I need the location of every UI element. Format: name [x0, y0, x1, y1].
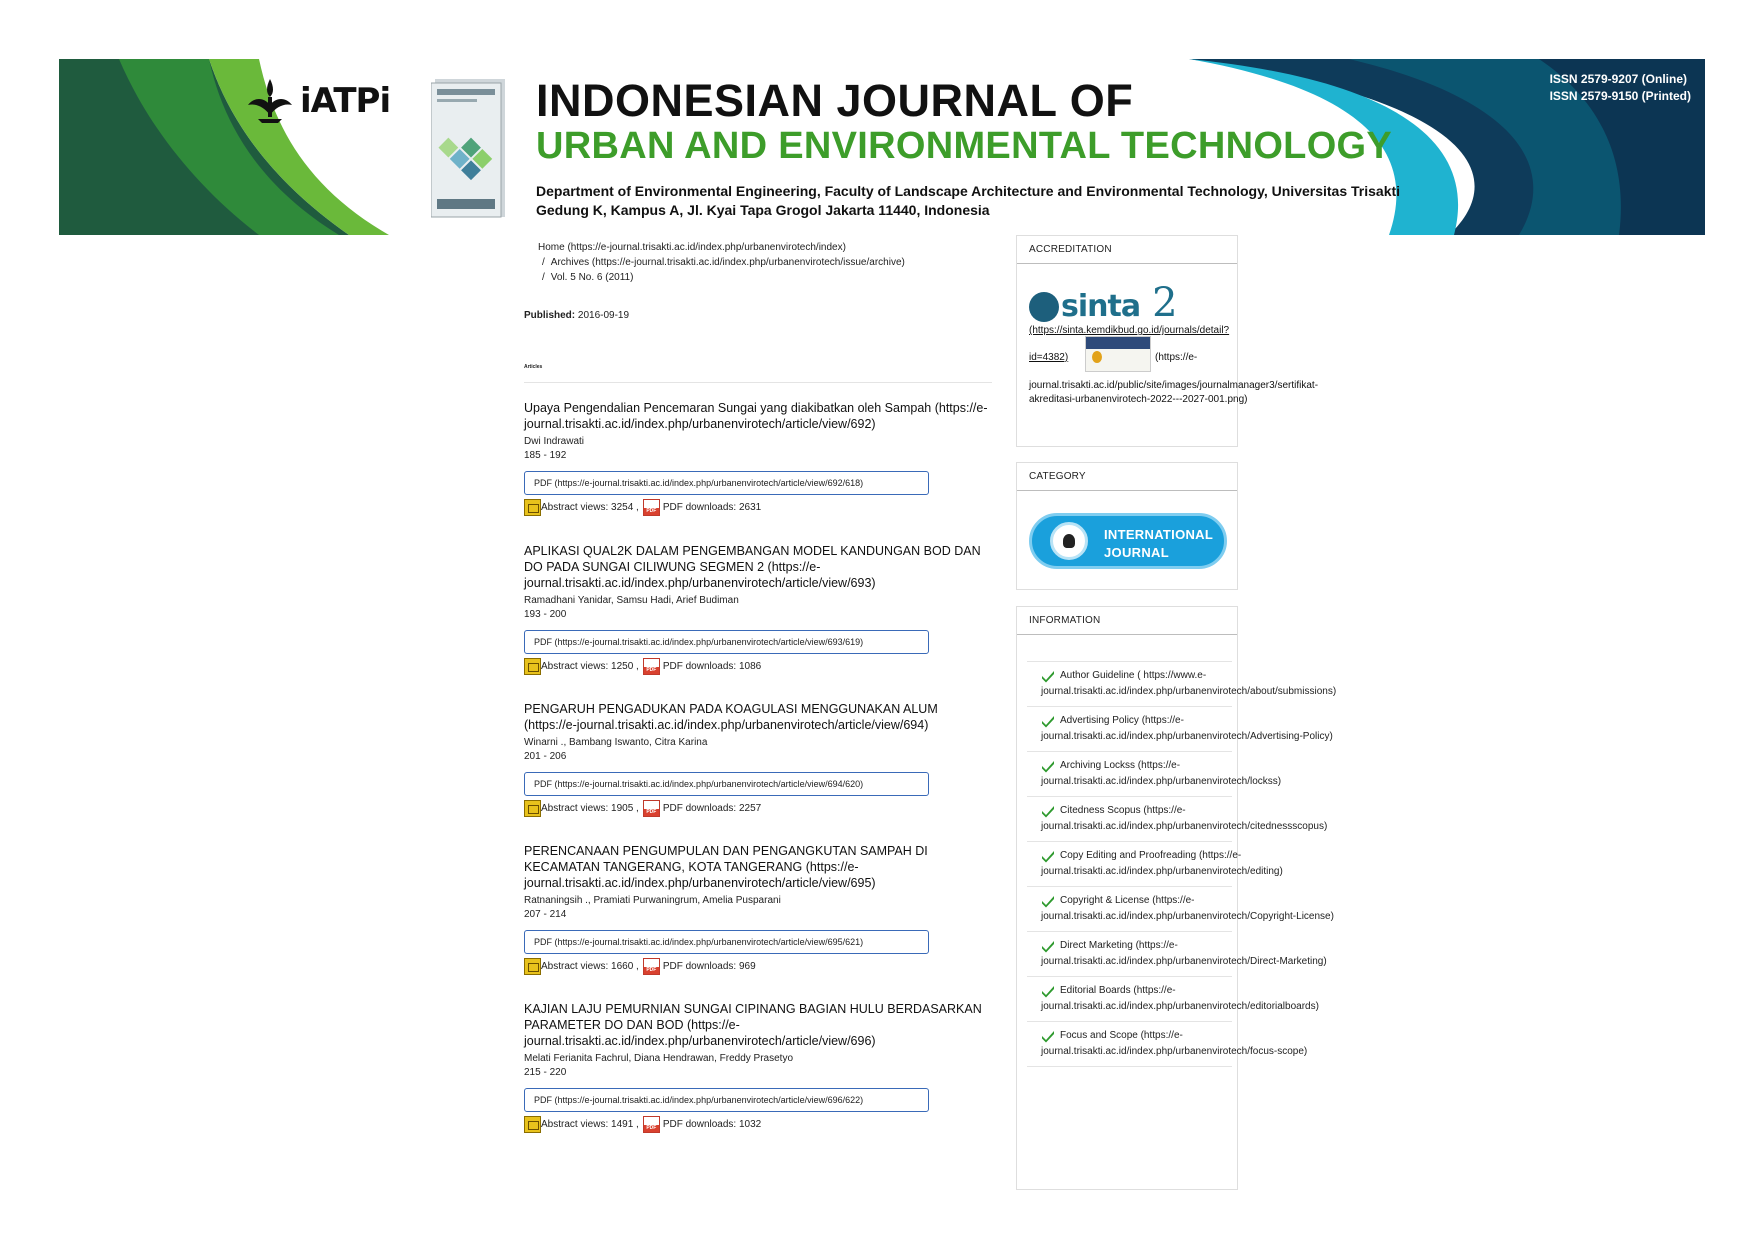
published-label: Published: — [524, 310, 576, 321]
sinta-link-id[interactable]: id=4382) — [1029, 352, 1069, 363]
information-link[interactable]: Copy Editing and Proofreading (https://e-journal.trisakti.ac.id/index.php/urbanenvirotech/editing) — [1041, 850, 1283, 877]
checkmark-icon — [1041, 894, 1055, 908]
section-divider — [524, 382, 992, 383]
badge-line2: JOURNAL — [1104, 545, 1169, 560]
information-link[interactable]: Focus and Scope (https://e-journal.trisakti.ac.id/index.php/urbanenvirotech/focus-scope) — [1041, 1030, 1308, 1057]
article-title-link[interactable]: Upaya Pengendalian Pencemaran Sungai yang diakibatkan oleh Sampah (https://e-journal.trisakti.ac.id/index.php/urbanenvirotech/article/view/692) — [524, 401, 988, 431]
article-title-link[interactable]: APLIKASI QUAL2K DALAM PENGEMBANGAN MODEL KANDUNGAN BOD DAN DO PADA SUNGAI CILIWUNG SEGMEN 2 (https://e-journal.trisakti.ac.id/index.php/urbanenvirotech/article/view/693) — [524, 544, 981, 590]
sinta-globe-icon — [1029, 292, 1059, 322]
breadcrumb-home-link[interactable]: Home (https://e-journal.trisakti.ac.id/index.php/urbanenvirotech/index) — [538, 242, 846, 253]
checkmark-icon — [1041, 984, 1055, 998]
abstract-views: Abstract views: 1660 , — [541, 960, 639, 972]
article-pages: 185 - 192 — [524, 450, 567, 461]
pdf-galley-button[interactable]: PDF (https://e-journal.trisakti.ac.id/index.php/urbanenvirotech/article/view/695/621) — [524, 930, 929, 954]
information-link[interactable]: Citedness Scopus (https://e-journal.trisakti.ac.id/index.php/urbanenvirotech/citednessscopus) — [1041, 805, 1328, 832]
issn-info — [1550, 71, 1691, 105]
badge-line1: INTERNATIONAL — [1104, 527, 1214, 542]
checkmark-icon — [1041, 804, 1055, 818]
certificate-link-path[interactable]: journal.trisakti.ac.id/public/site/images/journalmanager3/sertifikat-akreditasi-urbanenvirotech-2022---2027-001.png) — [1029, 380, 1319, 405]
category-title: CATEGORY — [1017, 463, 1237, 491]
information-list — [1017, 635, 1337, 1067]
accreditation-block — [1016, 235, 1319, 447]
checkmark-icon — [1041, 714, 1055, 728]
pdf-file-icon — [643, 1116, 660, 1133]
breadcrumb-current: Vol. 5 No. 6 (2011) — [550, 272, 634, 283]
pdf-galley-button[interactable]: PDF (https://e-journal.trisakti.ac.id/index.php/urbanenvirotech/article/view/694/620) — [524, 772, 929, 796]
article-stats — [524, 799, 994, 817]
journal-address-line2: Gedung K, Kampus A, Jl. Kyai Tapa Grogol Jakarta 11440, Indonesia — [536, 202, 990, 218]
abstract-views: Abstract views: 1905 , — [541, 802, 639, 814]
information-link[interactable]: Author Guideline ( https://www.e-journal.trisakti.ac.id/index.php/urbanenvirotech/about/submissions) — [1041, 670, 1337, 697]
information-item[interactable] — [1027, 1021, 1308, 1067]
article-stats — [524, 957, 994, 975]
information-item[interactable] — [1027, 841, 1283, 886]
abstract-views-icon — [524, 499, 541, 516]
breadcrumb-separator: / — [542, 257, 545, 268]
pdf-galley-button[interactable]: PDF (https://e-journal.trisakti.ac.id/index.php/urbanenvirotech/article/view/693/619) — [524, 630, 929, 654]
abstract-views-icon — [524, 958, 541, 975]
iatpi-logo — [244, 71, 404, 131]
badge-emblem-icon — [1050, 522, 1088, 560]
breadcrumb-archives-link[interactable]: Archives (https://e-journal.trisakti.ac.id/index.php/urbanenvirotech/issue/archive) — [550, 257, 905, 268]
pdf-file-icon — [643, 658, 660, 675]
pdf-galley-button[interactable]: PDF (https://e-journal.trisakti.ac.id/index.php/urbanenvirotech/article/view/692/618) — [524, 471, 929, 495]
published-value: 2016-09-19 — [577, 310, 630, 321]
information-link[interactable]: Editorial Boards (https://e-journal.trisakti.ac.id/index.php/urbanenvirotech/editorialboards) — [1041, 985, 1319, 1012]
issn-printed: ISSN 2579-9150 (Printed) — [1549, 89, 1691, 103]
journal-title-line2: URBAN AND ENVIRONMENTAL TECHNOLOGY — [536, 125, 1393, 167]
pdf-galley-button[interactable]: PDF (https://e-journal.trisakti.ac.id/index.php/urbanenvirotech/article/view/696/622) — [524, 1088, 929, 1112]
article-title-link[interactable]: PERENCANAAN PENGUMPULAN DAN PENGANGKUTAN SAMPAH DI KECAMATAN TANGERANG, KOTA TANGERANG (https://e-journal.trisakti.ac.id/index.php/urbanenvirotech/article/view/695) — [524, 844, 928, 890]
sinta-level: 2 — [1152, 280, 1178, 326]
accreditation-title: ACCREDITATION — [1017, 236, 1237, 264]
section-heading: Articles — [524, 364, 543, 370]
information-item[interactable] — [1027, 931, 1327, 976]
information-link[interactable]: Copyright & License (https://e-journal.trisakti.ac.id/index.php/urbanenvirotech/Copyright-License) — [1041, 895, 1334, 922]
abstract-views: Abstract views: 1250 , — [541, 660, 639, 672]
checkmark-icon — [1041, 669, 1055, 683]
checkmark-icon — [1041, 939, 1055, 953]
journal-address-line1: Department of Environmental Engineering, Faculty of Landscape Architecture and Environmental Technology, Universitas Trisakti — [536, 183, 1401, 199]
information-title: INFORMATION — [1017, 607, 1237, 635]
breadcrumb — [538, 240, 905, 285]
article-authors: Dwi Indrawati — [524, 436, 585, 447]
pdf-file-icon — [643, 958, 660, 975]
information-item[interactable] — [1027, 751, 1282, 796]
pdf-downloads: PDF downloads: 2257 — [662, 802, 762, 814]
pdf-downloads: PDF downloads: 969 — [662, 960, 756, 972]
article-item — [524, 1001, 994, 1133]
information-item[interactable] — [1027, 706, 1333, 751]
article-item — [524, 701, 994, 817]
pdf-file-icon — [643, 800, 660, 817]
article-title-link[interactable]: PENGARUH PENGADUKAN PADA KOAGULASI MENGGUNAKAN ALUM (https://e-journal.trisakti.ac.id/index.php/urbanenvirotech/article/view/694) — [524, 702, 938, 732]
article-pages: 201 - 206 — [524, 751, 567, 762]
article-item — [524, 843, 994, 975]
information-item[interactable] — [1027, 796, 1328, 841]
checkmark-icon — [1041, 849, 1055, 863]
certificate-link[interactable]: (https://e- — [1155, 352, 1198, 363]
abstract-views: Abstract views: 1491 , — [541, 1118, 639, 1130]
article-stats — [524, 498, 994, 516]
sinta-link[interactable]: (https://sinta.kemdikbud.go.id/journals/detail? — [1029, 325, 1230, 336]
iatpi-emblem-icon — [244, 75, 296, 127]
article-authors: Winarni ., Bambang Iswanto, Citra Karina — [524, 737, 708, 748]
international-journal-badge[interactable] — [1029, 513, 1227, 569]
information-link[interactable]: Archiving Lockss (https://e-journal.trisakti.ac.id/index.php/urbanenvirotech/lockss) — [1041, 760, 1282, 787]
article-pages: 207 - 214 — [524, 909, 567, 920]
article-stats — [524, 1115, 994, 1133]
article-authors: Melati Ferianita Fachrul, Diana Hendrawan, Freddy Prasetyo — [524, 1053, 794, 1064]
information-item[interactable] — [1027, 886, 1334, 931]
pdf-downloads: PDF downloads: 2631 — [662, 501, 762, 513]
information-link[interactable]: Direct Marketing (https://e-journal.trisakti.ac.id/index.php/urbanenvirotech/Direct-Marketing) — [1041, 940, 1327, 967]
sinta-word: sinta — [1061, 289, 1141, 324]
information-item[interactable] — [1027, 661, 1337, 706]
journal-cover-image — [431, 79, 507, 219]
category-block — [1016, 462, 1238, 590]
article-authors: Ratnaningsih ., Pramiati Purwaningrum, Amelia Pusparani — [524, 895, 781, 906]
pdf-file-icon — [643, 499, 660, 516]
article-title-link[interactable]: KAJIAN LAJU PEMURNIAN SUNGAI CIPINANG BAGIAN HULU BERDASARKAN PARAMETER DO DAN BOD (https://e-journal.trisakti.ac.id/index.php/urbanenvirotech/article/view/696) — [524, 1002, 982, 1048]
journal-title-line1: INDONESIAN JOURNAL OF — [536, 75, 1134, 126]
pdf-downloads: PDF downloads: 1086 — [662, 660, 762, 672]
breadcrumb-separator: / — [542, 272, 545, 283]
issn-online: ISSN 2579-9207 (Online) — [1549, 72, 1687, 86]
article-pages: 193 - 200 — [524, 609, 567, 620]
sinta-logo[interactable] — [1029, 280, 1178, 326]
journal-header-banner — [59, 59, 1705, 235]
article-authors: Ramadhani Yanidar, Samsu Hadi, Arief Budiman — [524, 595, 739, 606]
checkmark-icon — [1041, 1029, 1055, 1043]
logo-text: iATPi — [300, 81, 391, 121]
published-date — [524, 310, 629, 321]
information-item[interactable] — [1027, 976, 1319, 1021]
information-block — [1016, 606, 1337, 1190]
article-item — [524, 543, 994, 675]
article-stats — [524, 657, 994, 675]
accreditation-certificate-image[interactable] — [1085, 336, 1151, 372]
abstract-views-icon — [524, 1116, 541, 1133]
pdf-downloads: PDF downloads: 1032 — [662, 1118, 762, 1130]
abstract-views-icon — [524, 800, 541, 817]
badge-text — [1104, 526, 1213, 562]
abstract-views-icon — [524, 658, 541, 675]
information-link[interactable]: Advertising Policy (https://e-journal.trisakti.ac.id/index.php/urbanenvirotech/Advertising-Policy) — [1041, 715, 1333, 742]
article-item — [524, 400, 994, 516]
article-pages: 215 - 220 — [524, 1067, 567, 1078]
abstract-views: Abstract views: 3254 , — [541, 501, 639, 513]
checkmark-icon — [1041, 759, 1055, 773]
